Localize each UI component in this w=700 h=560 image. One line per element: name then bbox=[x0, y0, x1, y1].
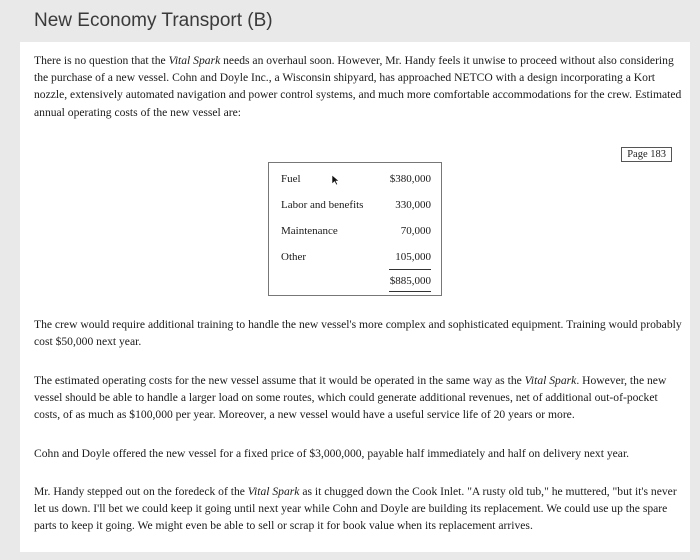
handy-text-b: as it chugged down the Cook Inlet. "A rusty old tub," he muttered, "but it's never let us down. I'll bet we could keep it going until next year while Cohn and Doyle are building its replacement. We could use up the spare parts to keep it going. We might even be able to sell or scrap it for book value when its replacement arrives. bbox=[34, 485, 677, 533]
vessel-name: Vital Spark bbox=[524, 374, 577, 387]
mouse-pointer-icon bbox=[331, 174, 340, 186]
cost-row-fuel bbox=[269, 173, 441, 189]
handy-paragraph bbox=[34, 483, 682, 535]
cost-value: $380,000 bbox=[389, 173, 431, 185]
cost-row-other bbox=[269, 251, 441, 267]
cost-label: Labor and benefits bbox=[281, 199, 364, 211]
operating-paragraph bbox=[34, 372, 682, 424]
cost-total: $885,000 bbox=[389, 275, 431, 287]
vessel-name: Vital Spark bbox=[247, 485, 300, 498]
cost-value: 105,000 bbox=[395, 251, 431, 263]
cost-label: Other bbox=[281, 251, 307, 263]
intro-text-a: There is no question that the bbox=[34, 54, 169, 67]
intro-paragraph bbox=[34, 52, 682, 121]
operating-text-b: . However, the new vessel should be able to handle a larger load on some routes, which could generate additional revenues, net of additional out-of-pocket costs, of as much as $100,000 per year. Moreover, a new vessel would have a useful service life of 20 years or more. bbox=[34, 374, 667, 422]
price-paragraph: Cohn and Doyle offered the new vessel for a fixed price of $3,000,000, payable half immediately and half on delivery next year. bbox=[34, 447, 630, 460]
total-double-underline bbox=[389, 291, 431, 292]
document-page bbox=[20, 42, 690, 552]
cost-label: Fuel bbox=[281, 173, 301, 185]
cost-value: 70,000 bbox=[400, 225, 431, 237]
intro-text-b: needs an overhaul soon. However, Mr. Handy feels it unwise to proceed without also considering the purchase of a new vessel. Cohn and Doyle Inc., a Wisconsin shipyard, has approached NETCO with a design incorporating a Kort nozzle, extensively automated navigation and power control systems, and much more comfortable accommodations for the crew. Estimated annual operating costs of the new vessel are: bbox=[34, 54, 682, 119]
page-number-badge: Page 183 bbox=[621, 147, 672, 162]
total-divider bbox=[389, 269, 431, 270]
cost-label: Maintenance bbox=[281, 225, 338, 237]
training-paragraph: The crew would require additional training to handle the new vessel's more complex and sophisticated equipment. Training would probably cost $50,000 next year. bbox=[34, 318, 682, 349]
operating-text-a: The estimated operating costs for the new vessel assume that it would be operated in the same way as the bbox=[34, 374, 525, 387]
handy-text-a: Mr. Handy stepped out on the foredeck of the bbox=[34, 485, 248, 498]
cost-row-total bbox=[269, 275, 441, 291]
cost-row-maintenance bbox=[269, 225, 441, 241]
page-title: New Economy Transport (B) bbox=[34, 10, 273, 31]
vessel-name: Vital Spark bbox=[168, 54, 221, 67]
cost-row-labor bbox=[269, 199, 441, 215]
cost-value: 330,000 bbox=[395, 199, 431, 211]
operating-costs-table bbox=[268, 162, 442, 296]
